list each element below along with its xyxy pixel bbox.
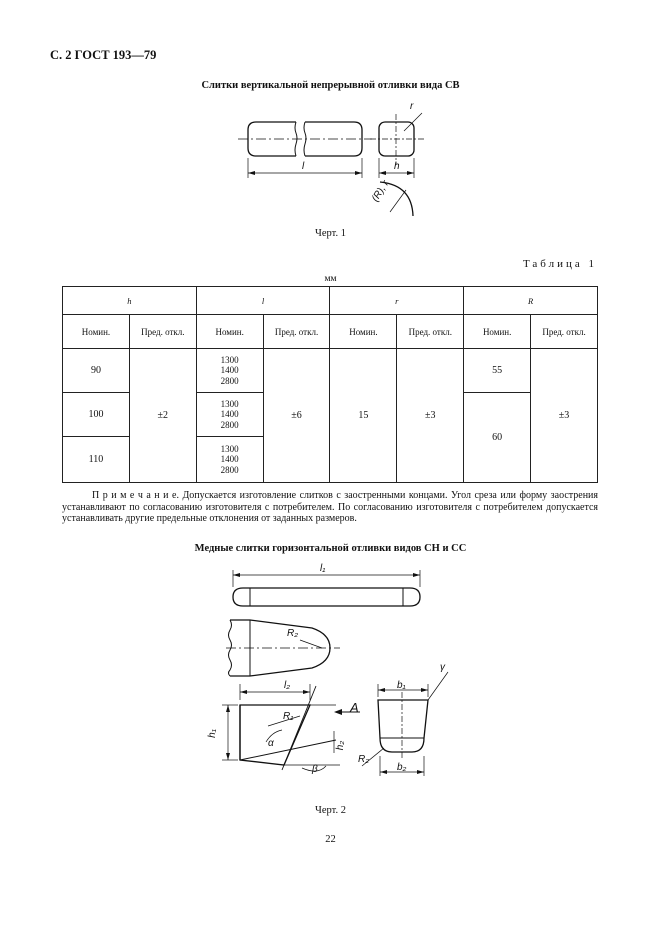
- dim-label-R2-top: R₂: [287, 628, 299, 639]
- dim-label-h2: h₂: [335, 740, 347, 751]
- dim-label-beta: β: [312, 764, 318, 775]
- subheader: Пред. откл.: [263, 315, 330, 349]
- subheader: Пред. откл.: [129, 315, 196, 349]
- caption-fig2: Черт. 2: [315, 805, 346, 816]
- page-header: С. 2 ГОСТ 193—79: [50, 48, 157, 62]
- dim-label-l1: l₁: [320, 563, 326, 574]
- R-value: 55: [464, 349, 531, 393]
- table-label: Таблица 1: [522, 258, 597, 270]
- h-value: 100: [63, 393, 130, 437]
- dim-label-gamma: γ: [440, 662, 445, 673]
- r-value: 15: [330, 349, 397, 483]
- dim-label-alpha: α: [268, 738, 274, 749]
- col-r: r: [330, 287, 464, 315]
- section-title-horizontal: Медные слитки горизонтальной отливки видов СН и СС: [194, 543, 467, 554]
- dim-label-h1: h₁: [206, 729, 218, 738]
- col-h: h: [63, 287, 197, 315]
- dim-label-h: h: [394, 161, 400, 172]
- subheader: Номин.: [330, 315, 397, 349]
- view-label-A: A: [350, 700, 359, 715]
- subheader: Пред. откл.: [397, 315, 464, 349]
- l-values: 1300 1400 2800: [196, 437, 263, 483]
- subheader: Номин.: [63, 315, 130, 349]
- col-R: R: [464, 287, 598, 315]
- dim-label-b2: b₂: [397, 762, 407, 773]
- h-value: 90: [63, 349, 130, 393]
- dim-label-b1: b₁: [397, 680, 406, 691]
- subheader: Номин.: [196, 315, 263, 349]
- table-1: [62, 286, 598, 483]
- dim-label-l: l: [302, 161, 305, 172]
- l-values: 1300 1400 2800: [196, 349, 263, 393]
- h-tolerance: ±2: [129, 349, 196, 483]
- subheader: Пред. откл.: [531, 315, 598, 349]
- units: мм: [324, 274, 337, 284]
- dim-label-r: r: [410, 101, 414, 112]
- l-tolerance: ±6: [263, 349, 330, 483]
- note-text: П р и м е ч а н и е. Допускается изготовление слитков с заостренными концами. Угол среза или форму заострения устанавливают по согласованию изготовителя с потребителем. По согласованию изготовителя с потребителем допускается устанавливать другие предельные отклонения от заданных размеров.: [62, 490, 598, 524]
- dim-label-Rr: (R), r: [370, 178, 392, 204]
- dim-label-R2: R₂: [358, 754, 370, 765]
- R-tolerance: ±3: [531, 349, 598, 483]
- col-l: l: [196, 287, 330, 315]
- R-value: 60: [464, 393, 531, 483]
- r-tolerance: ±3: [397, 349, 464, 483]
- l-values: 1300 1400 2800: [196, 393, 263, 437]
- section-title-vertical: Слитки вертикальной непрерывной отливки вида СВ: [201, 80, 460, 91]
- h-value: 110: [63, 437, 130, 483]
- subheader: Номин.: [464, 315, 531, 349]
- dim-label-R1: R₁: [283, 711, 294, 722]
- dim-label-l2: l₂: [284, 680, 291, 691]
- caption-fig1: Черт. 1: [315, 228, 346, 239]
- page-number: 22: [325, 834, 336, 845]
